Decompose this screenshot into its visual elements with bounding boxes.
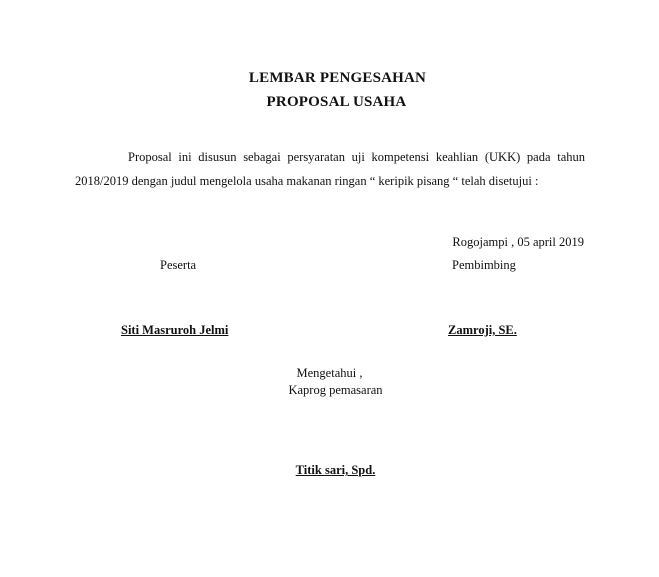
approval-paragraph [75,146,585,193]
advisor-label: Pembimbing [452,258,516,272]
participant-label: Peserta [160,258,197,272]
advisor-name: Zamroji, SE. [448,323,517,337]
place-date: Rogojampi , 05 april 2019 [452,235,584,249]
page-subtitle: PROPOSAL USAHA [266,94,407,110]
acknowledged-role: Kaprog pemasaran [288,383,383,397]
acknowledged-label: Mengetahui , [296,366,363,380]
approval-text: Proposal ini disusun sebagai persyaratan uji kompetensi keahlian (UKK) pada tahun 2018/2019 dengan judul mengelola usaha makanan ringan “ keripik pisang “ telah disetujui : [75,150,585,188]
page-title: LEMBAR PENGESAHAN [248,70,427,86]
participant-name: Siti Masruroh Jelmi [121,323,229,337]
acknowledged-name: Titik sari, Spd. [295,463,376,477]
